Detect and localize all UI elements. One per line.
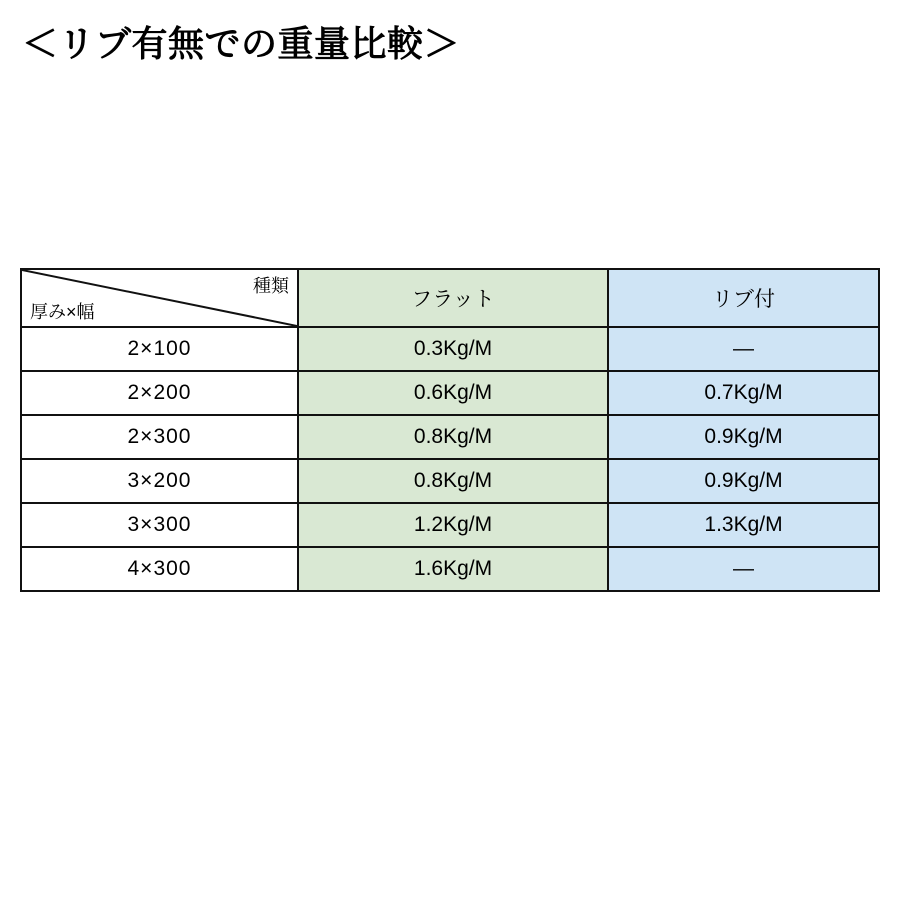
table-row [21, 459, 879, 503]
cell-rib-weight: 1.3Kg/M [608, 503, 879, 547]
column-header-rib [608, 269, 879, 327]
page-title: ＜リブ有無での重量比較＞ [22, 23, 461, 64]
cell-rib-weight: 0.9Kg/M [608, 459, 879, 503]
column-header-rib-label: リブ付 [712, 288, 775, 311]
row-label: 2×200 [21, 371, 298, 415]
cell-flat-weight: 1.6Kg/M [298, 547, 608, 591]
row-label: 2×300 [21, 415, 298, 459]
cell-flat-weight: 0.3Kg/M [298, 327, 608, 371]
cell-flat-weight: 0.6Kg/M [298, 371, 608, 415]
cell-rib-weight: ― [608, 327, 879, 371]
table-row [21, 327, 879, 371]
corner-dimension-label: 厚み×幅 [30, 302, 95, 322]
cell-flat-weight: 0.8Kg/M [298, 415, 608, 459]
column-header-flat [298, 269, 608, 327]
corner-kind-label: 種類 [253, 276, 289, 296]
row-label: 3×300 [21, 503, 298, 547]
row-label: 3×200 [21, 459, 298, 503]
row-label: 4×300 [21, 547, 298, 591]
weight-comparison-table [20, 268, 880, 592]
column-header-flat-label: フラット [411, 288, 495, 311]
table-row [21, 547, 879, 591]
table-row [21, 503, 879, 547]
cell-flat-weight: 0.8Kg/M [298, 459, 608, 503]
row-label: 2×100 [21, 327, 298, 371]
cell-rib-weight: 0.7Kg/M [608, 371, 879, 415]
table-header-row [21, 269, 879, 327]
cell-rib-weight: 0.9Kg/M [608, 415, 879, 459]
table-row [21, 371, 879, 415]
table-corner-header [21, 269, 298, 327]
table-row [21, 415, 879, 459]
cell-flat-weight: 1.2Kg/M [298, 503, 608, 547]
cell-rib-weight: ― [608, 547, 879, 591]
